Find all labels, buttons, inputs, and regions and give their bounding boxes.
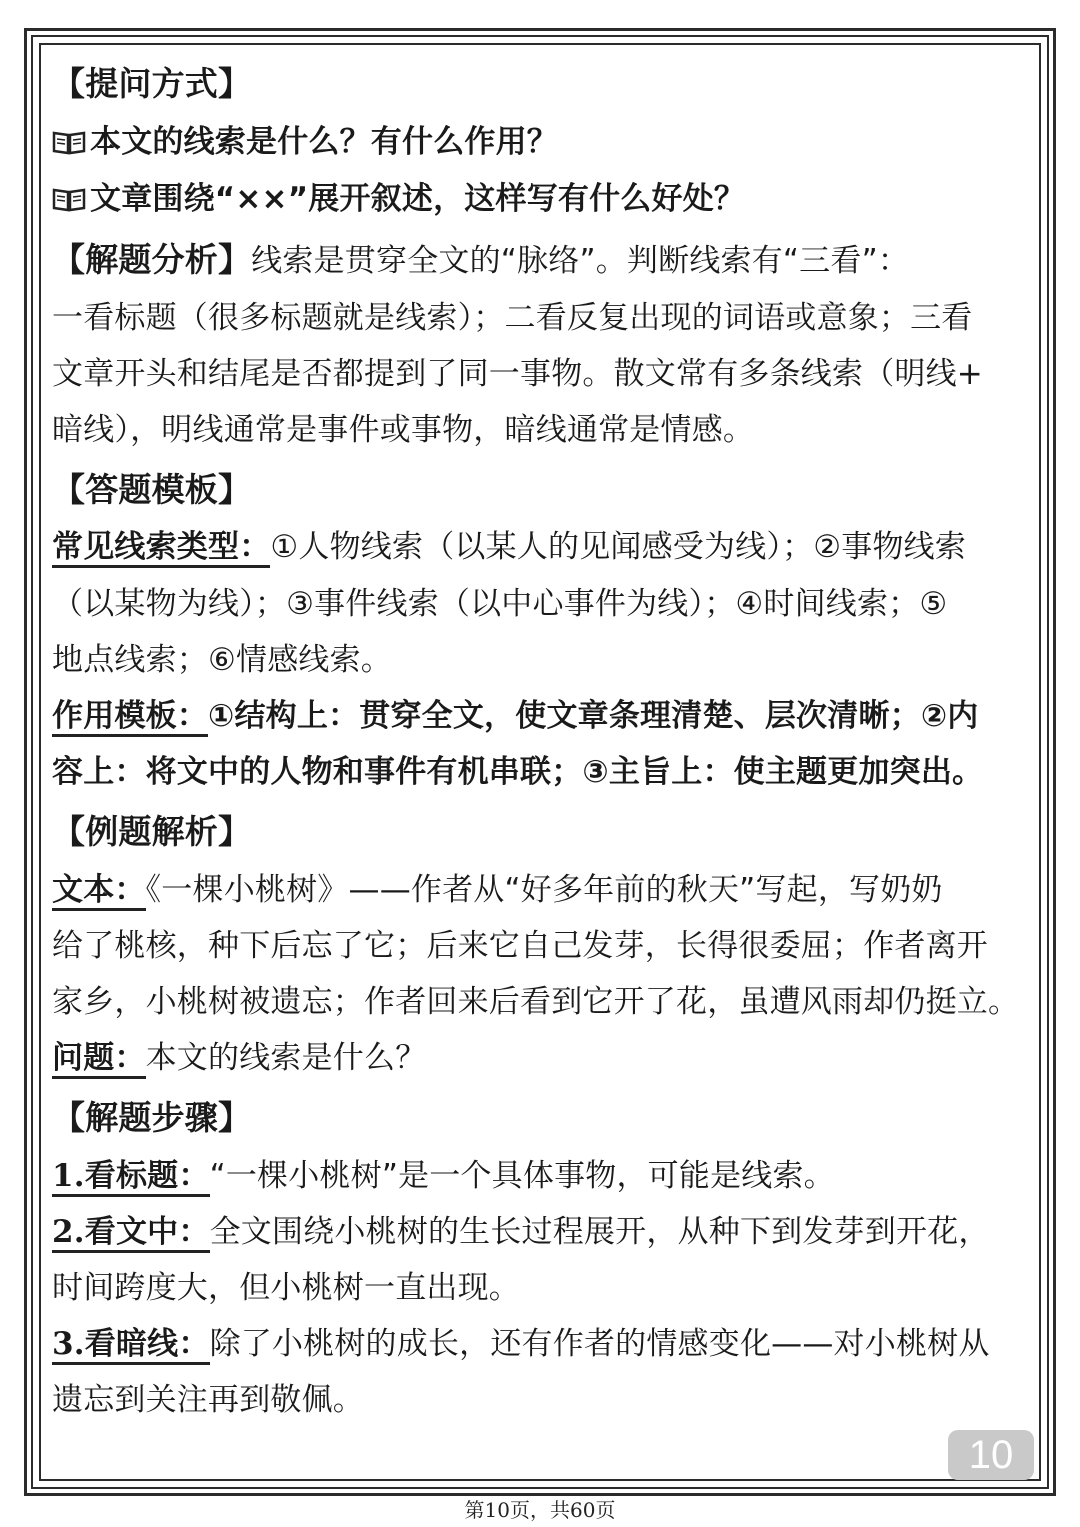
step-2-line-2: 时间跨度大，但小桃树一直出现。 <box>52 1270 520 1306</box>
analysis-line-4: 暗线），明线通常是事件或事物，暗线通常是情感。 <box>52 412 755 448</box>
step-1-line <box>52 1148 1034 1204</box>
text-line-3: 家乡，小桃树被遗忘；作者回来后看到它开了花，虽遭风雨却仍挺立。 <box>52 984 1020 1020</box>
step-3-line-2: 遗忘到关注再到敬佩。 <box>52 1382 364 1418</box>
text-line-1 <box>52 862 1034 918</box>
ask-question-2-text: 文章围绕“××”展开叙述，这样写有什么好处？ <box>90 181 746 217</box>
open-book-icon <box>52 186 86 212</box>
types-label: 常见线索类型： <box>52 529 270 568</box>
effect-text-1: ①结构上：贯穿全文，使文章条理清楚、层次清晰；②内 <box>208 698 979 734</box>
analysis-heading: 【解题分析】 <box>52 240 252 279</box>
text-label: 文本： <box>52 872 146 911</box>
ask-heading: 【提问方式】 <box>52 64 252 103</box>
types-text-1: ①人物线索（以某人的见闻感受为线）；②事物线索 <box>270 529 967 565</box>
analysis-line-3: 文章开头和结尾是否都提到了同一事物。散文常有多条线索（明线+ <box>52 356 983 392</box>
step-2-text-1: 全文围绕小桃树的生长过程展开，从种下到发芽到开花， <box>209 1214 990 1250</box>
page-footer: 第10页，共60页 <box>464 1498 616 1522</box>
question-label: 问题： <box>52 1040 146 1079</box>
effect-line-1 <box>52 688 1034 744</box>
text-line-2: 给了桃核，种下后忘了它；后来它自己发芽，长得很委屈；作者离开 <box>52 928 988 964</box>
step-2-label: 2.看文中： <box>52 1214 210 1253</box>
types-line-2: （以某物为线）；③事件线索（以中心事件为线）；④时间线索；⑤ <box>52 586 948 622</box>
steps-heading: 【解题步骤】 <box>52 1098 252 1137</box>
step-2-line-1 <box>52 1204 1034 1260</box>
text-body-1: 《一棵小桃树》——作者从“好多年前的秋天”写起，写奶奶 <box>145 872 943 908</box>
types-line-3: 地点线索；⑥情感线索。 <box>52 642 392 678</box>
step-1-label: 1.看标题： <box>52 1158 210 1197</box>
question-text: 本文的线索是什么？ <box>145 1040 427 1076</box>
step-3-text-1: 除了小桃树的成长，还有作者的情感变化——对小桃树从 <box>209 1326 990 1362</box>
analysis-line-2: 一看标题（很多标题就是线索）；二看反复出现的词语或意象；三看 <box>52 300 973 336</box>
analysis-line-1 <box>52 232 1034 288</box>
step-1-text: “一棵小桃树”是一个具体事物，可能是线索。 <box>209 1158 835 1194</box>
types-line-1 <box>52 519 1034 575</box>
effect-line-2: 容上：将文中的人物和事件有机串联；③主旨上：使主题更加突出。 <box>52 754 984 790</box>
template-heading: 【答题模板】 <box>52 470 252 509</box>
effect-label: 作用模板： <box>52 698 208 737</box>
ask-question-1 <box>52 114 1034 170</box>
step-3-label: 3.看暗线： <box>52 1326 210 1365</box>
example-heading: 【例题解析】 <box>52 812 252 851</box>
question-line <box>52 1030 1034 1086</box>
analysis-text-1: 线索是贯穿全文的“脉络”。判断线索有“三看”： <box>251 243 910 279</box>
ask-question-1-text: 本文的线索是什么？有什么作用？ <box>90 124 558 160</box>
page-number-badge: 10 <box>948 1430 1034 1480</box>
open-book-icon <box>52 129 86 155</box>
ask-question-2 <box>52 171 1034 227</box>
step-3-line-1 <box>52 1316 1034 1372</box>
